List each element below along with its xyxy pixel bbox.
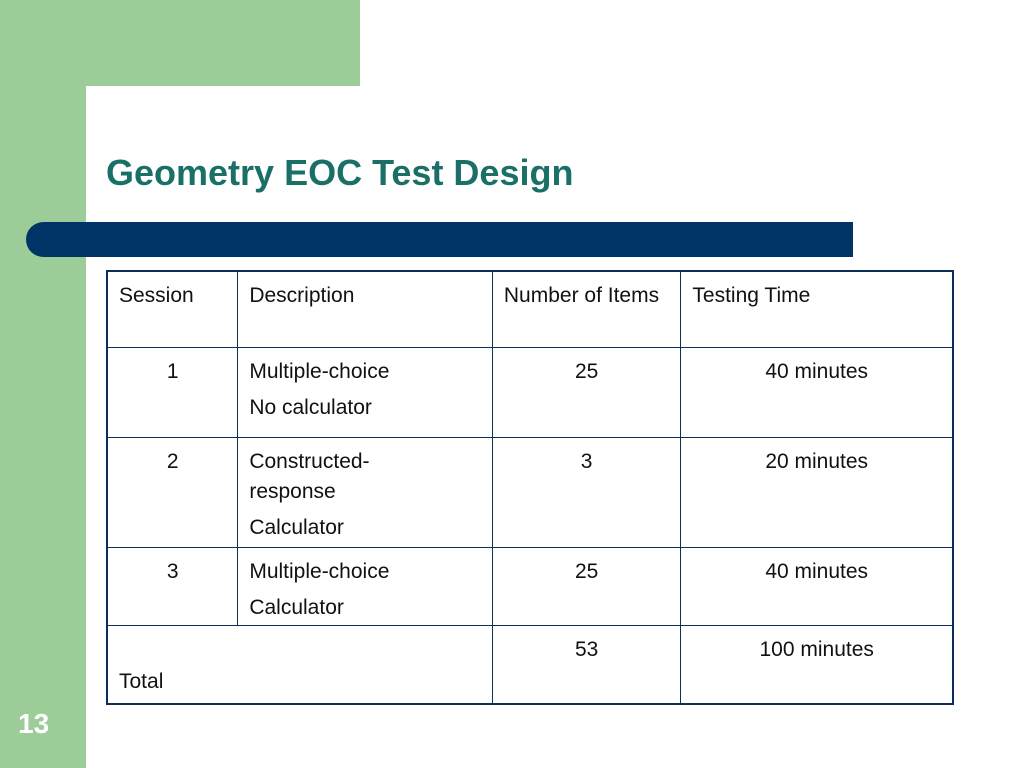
slide-title: Geometry EOC Test Design xyxy=(106,152,574,193)
time-cell: 40 minutes xyxy=(681,548,953,626)
header-description: Description xyxy=(238,271,493,348)
header-number-of-items: Number of Items xyxy=(492,271,681,348)
table-row xyxy=(107,438,953,548)
left-green-strip xyxy=(0,0,86,768)
total-label: Total xyxy=(107,626,492,705)
table-total-row xyxy=(107,626,953,705)
description-line: Constructed-response xyxy=(249,450,370,503)
test-design-table xyxy=(106,270,954,705)
session-cell: 1 xyxy=(107,348,238,438)
total-time-cell: 100 minutes xyxy=(681,626,953,705)
description-line: Multiple-choice xyxy=(249,560,390,583)
total-items-cell: 53 xyxy=(492,626,681,705)
time-cell: 20 minutes xyxy=(681,438,953,548)
description-line: Multiple-choice xyxy=(249,360,390,383)
description-cell xyxy=(238,438,493,548)
page-number: 13 xyxy=(18,708,50,739)
items-cell: 25 xyxy=(492,548,681,626)
top-green-block xyxy=(0,0,360,86)
table-row xyxy=(107,348,953,438)
table-row xyxy=(107,548,953,626)
description-cell xyxy=(238,348,493,438)
description-line: No calculator xyxy=(249,396,372,419)
session-cell: 2 xyxy=(107,438,238,548)
description-line: Calculator xyxy=(249,596,344,619)
header-testing-time: Testing Time xyxy=(681,271,953,348)
description-line: Calculator xyxy=(249,516,344,539)
table-header-row xyxy=(107,271,953,348)
description-cell xyxy=(238,548,493,626)
session-cell: 3 xyxy=(107,548,238,626)
items-cell: 3 xyxy=(492,438,681,548)
items-cell: 25 xyxy=(492,348,681,438)
time-cell: 40 minutes xyxy=(681,348,953,438)
header-session: Session xyxy=(107,271,238,348)
title-underline-bar xyxy=(26,222,853,257)
